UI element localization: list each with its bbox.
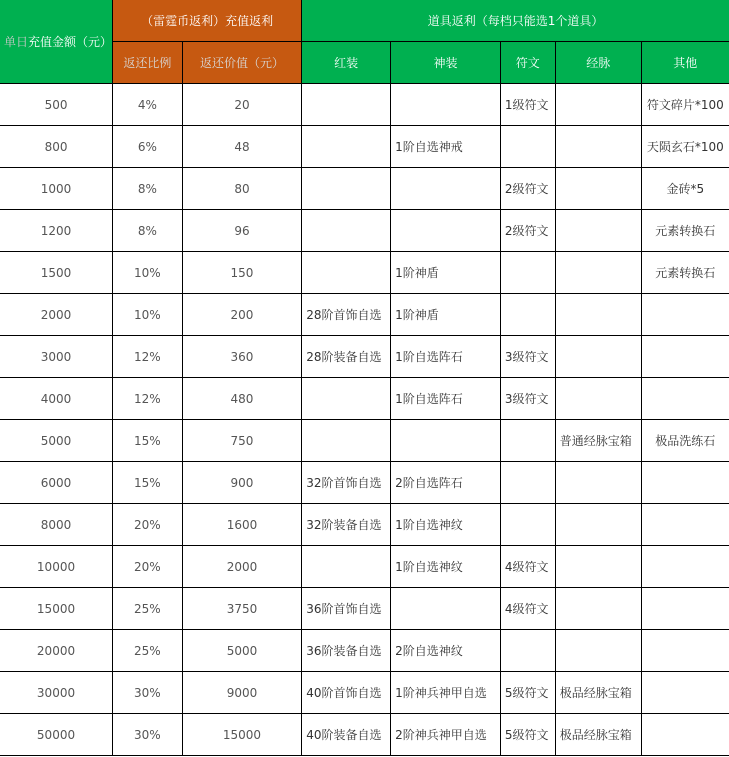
cell-rune [500, 630, 555, 672]
cell-rune: 1级符文 [500, 84, 555, 126]
table-row [0, 504, 729, 546]
cell-divine-gear: 1阶自选阵石 [391, 336, 501, 378]
cell-rebate-ratio: 20% [113, 504, 183, 546]
cell-rebate-ratio: 25% [113, 588, 183, 630]
cell-rebate-value: 48 [182, 126, 301, 168]
cell-rebate-ratio: 25% [113, 630, 183, 672]
cell-rebate-ratio: 4% [113, 84, 183, 126]
cell-red-gear [302, 168, 391, 210]
cell-divine-gear [391, 420, 501, 462]
cell-other [641, 546, 729, 588]
header-recharge-amount-prefix: 单日 [4, 35, 29, 49]
cell-rune [500, 294, 555, 336]
cell-recharge-amount: 8000 [0, 504, 113, 546]
cell-recharge-amount: 800 [0, 126, 113, 168]
cell-rune: 3级符文 [500, 378, 555, 420]
cell-rebate-ratio: 12% [113, 378, 183, 420]
cell-recharge-amount: 30000 [0, 672, 113, 714]
cell-divine-gear: 1阶神盾 [391, 252, 501, 294]
table-row [0, 210, 729, 252]
cell-meridian [555, 546, 641, 588]
cell-red-gear [302, 84, 391, 126]
cell-recharge-amount: 15000 [0, 588, 113, 630]
cell-rune [500, 126, 555, 168]
cell-recharge-amount: 20000 [0, 630, 113, 672]
cell-other [641, 630, 729, 672]
cell-meridian [555, 630, 641, 672]
table-row [0, 378, 729, 420]
cell-recharge-amount: 3000 [0, 336, 113, 378]
table-row [0, 672, 729, 714]
cell-rune: 2级符文 [500, 168, 555, 210]
cell-rebate-value: 200 [182, 294, 301, 336]
cell-rebate-ratio: 6% [113, 126, 183, 168]
header-row-1 [0, 0, 729, 42]
table-row [0, 546, 729, 588]
cell-meridian [555, 504, 641, 546]
cell-rebate-value: 15000 [182, 714, 301, 756]
cell-other [641, 294, 729, 336]
cell-red-gear [302, 420, 391, 462]
cell-red-gear: 36阶首饰自选 [302, 588, 391, 630]
cell-divine-gear: 1阶自选神戒 [391, 126, 501, 168]
cell-meridian: 普通经脉宝箱 [555, 420, 641, 462]
cell-meridian [555, 378, 641, 420]
cell-other [641, 588, 729, 630]
cell-recharge-amount: 50000 [0, 714, 113, 756]
header-item-rebate-group: 道具返利（每档只能选1个道具） [302, 0, 729, 42]
table-row [0, 294, 729, 336]
cell-rebate-value: 3750 [182, 588, 301, 630]
cell-recharge-amount: 1000 [0, 168, 113, 210]
cell-rebate-value: 2000 [182, 546, 301, 588]
cell-divine-gear: 1阶神兵神甲自选 [391, 672, 501, 714]
cell-red-gear: 32阶首饰自选 [302, 462, 391, 504]
cell-rune: 3级符文 [500, 336, 555, 378]
cell-divine-gear: 1阶自选神纹 [391, 546, 501, 588]
cell-other [641, 336, 729, 378]
cell-recharge-amount: 6000 [0, 462, 113, 504]
cell-red-gear: 28阶首饰自选 [302, 294, 391, 336]
cell-red-gear: 36阶装备自选 [302, 630, 391, 672]
cell-divine-gear [391, 168, 501, 210]
table-row [0, 420, 729, 462]
cell-rebate-value: 9000 [182, 672, 301, 714]
cell-rebate-value: 1600 [182, 504, 301, 546]
cell-divine-gear [391, 84, 501, 126]
cell-other: 天陨玄石*100 [641, 126, 729, 168]
cell-red-gear: 40阶首饰自选 [302, 672, 391, 714]
table-row [0, 462, 729, 504]
cell-red-gear: 28阶装备自选 [302, 336, 391, 378]
cell-rune [500, 504, 555, 546]
cell-divine-gear [391, 210, 501, 252]
cell-meridian [555, 588, 641, 630]
table-row [0, 714, 729, 756]
cell-rebate-value: 80 [182, 168, 301, 210]
cell-rune: 4级符文 [500, 588, 555, 630]
cell-rebate-value: 480 [182, 378, 301, 420]
cell-divine-gear [391, 588, 501, 630]
cell-rune [500, 252, 555, 294]
cell-rebate-value: 20 [182, 84, 301, 126]
cell-rebate-ratio: 8% [113, 168, 183, 210]
cell-divine-gear: 1阶神盾 [391, 294, 501, 336]
cell-red-gear: 32阶装备自选 [302, 504, 391, 546]
cell-rebate-ratio: 12% [113, 336, 183, 378]
header-other: 其他 [641, 42, 729, 84]
cell-rebate-value: 900 [182, 462, 301, 504]
table-row [0, 630, 729, 672]
cell-rebate-value: 150 [182, 252, 301, 294]
cell-rune: 2级符文 [500, 210, 555, 252]
cell-rebate-ratio: 15% [113, 462, 183, 504]
cell-divine-gear: 2阶神兵神甲自选 [391, 714, 501, 756]
header-rune: 符文 [500, 42, 555, 84]
header-red-gear: 红装 [302, 42, 391, 84]
header-meridian: 经脉 [555, 42, 641, 84]
cell-red-gear [302, 252, 391, 294]
cell-rebate-ratio: 30% [113, 672, 183, 714]
table-row [0, 336, 729, 378]
cell-recharge-amount: 500 [0, 84, 113, 126]
cell-divine-gear: 2阶自选阵石 [391, 462, 501, 504]
cell-other [641, 714, 729, 756]
cell-other: 极品洗练石 [641, 420, 729, 462]
cell-meridian [555, 210, 641, 252]
cell-meridian [555, 126, 641, 168]
cell-rebate-ratio: 10% [113, 252, 183, 294]
cell-rebate-value: 360 [182, 336, 301, 378]
cell-meridian [555, 462, 641, 504]
cell-divine-gear: 2阶自选神纹 [391, 630, 501, 672]
cell-recharge-amount: 2000 [0, 294, 113, 336]
cell-meridian [555, 84, 641, 126]
header-divine-gear: 神装 [391, 42, 501, 84]
table-row [0, 252, 729, 294]
table-row [0, 588, 729, 630]
cell-rune: 5级符文 [500, 714, 555, 756]
cell-meridian [555, 294, 641, 336]
cell-meridian: 极品经脉宝箱 [555, 714, 641, 756]
cell-other [641, 672, 729, 714]
cell-rune [500, 462, 555, 504]
header-coin-rebate-group: （雷霆币返利）充值返利 [113, 0, 302, 42]
cell-other [641, 462, 729, 504]
cell-meridian [555, 336, 641, 378]
header-recharge-amount [0, 0, 113, 84]
header-recharge-amount-main: 充值金额（元） [28, 35, 113, 49]
cell-rebate-value: 750 [182, 420, 301, 462]
cell-other: 元素转换石 [641, 210, 729, 252]
cell-recharge-amount: 5000 [0, 420, 113, 462]
cell-rebate-ratio: 10% [113, 294, 183, 336]
cell-meridian [555, 252, 641, 294]
cell-rebate-value: 96 [182, 210, 301, 252]
cell-meridian [555, 168, 641, 210]
cell-red-gear [302, 210, 391, 252]
cell-red-gear [302, 378, 391, 420]
cell-other [641, 504, 729, 546]
header-coin-rebate-value: 返还价值（元） [199, 56, 284, 70]
cell-red-gear [302, 126, 391, 168]
cell-rebate-ratio: 8% [113, 210, 183, 252]
cell-other: 金砖*5 [641, 168, 729, 210]
cell-recharge-amount: 4000 [0, 378, 113, 420]
cell-recharge-amount: 1200 [0, 210, 113, 252]
cell-recharge-amount: 1500 [0, 252, 113, 294]
cell-divine-gear: 1阶自选神纹 [391, 504, 501, 546]
cell-red-gear [302, 546, 391, 588]
cell-rune [500, 420, 555, 462]
cell-meridian: 极品经脉宝箱 [555, 672, 641, 714]
cell-rebate-value: 5000 [182, 630, 301, 672]
cell-other [641, 378, 729, 420]
cell-rebate-ratio: 15% [113, 420, 183, 462]
table-row [0, 126, 729, 168]
cell-divine-gear: 1阶自选阵石 [391, 378, 501, 420]
cell-recharge-amount: 10000 [0, 546, 113, 588]
cell-other: 元素转换石 [641, 252, 729, 294]
cell-red-gear: 40阶装备自选 [302, 714, 391, 756]
cell-rebate-ratio: 20% [113, 546, 183, 588]
table-row [0, 84, 729, 126]
cell-other: 符文碎片*100 [641, 84, 729, 126]
cell-rune: 5级符文 [500, 672, 555, 714]
cell-rebate-ratio: 30% [113, 714, 183, 756]
header-coin-rebate-ratio: 返还比例 [123, 56, 172, 70]
cell-rune: 4级符文 [500, 546, 555, 588]
table-row [0, 168, 729, 210]
